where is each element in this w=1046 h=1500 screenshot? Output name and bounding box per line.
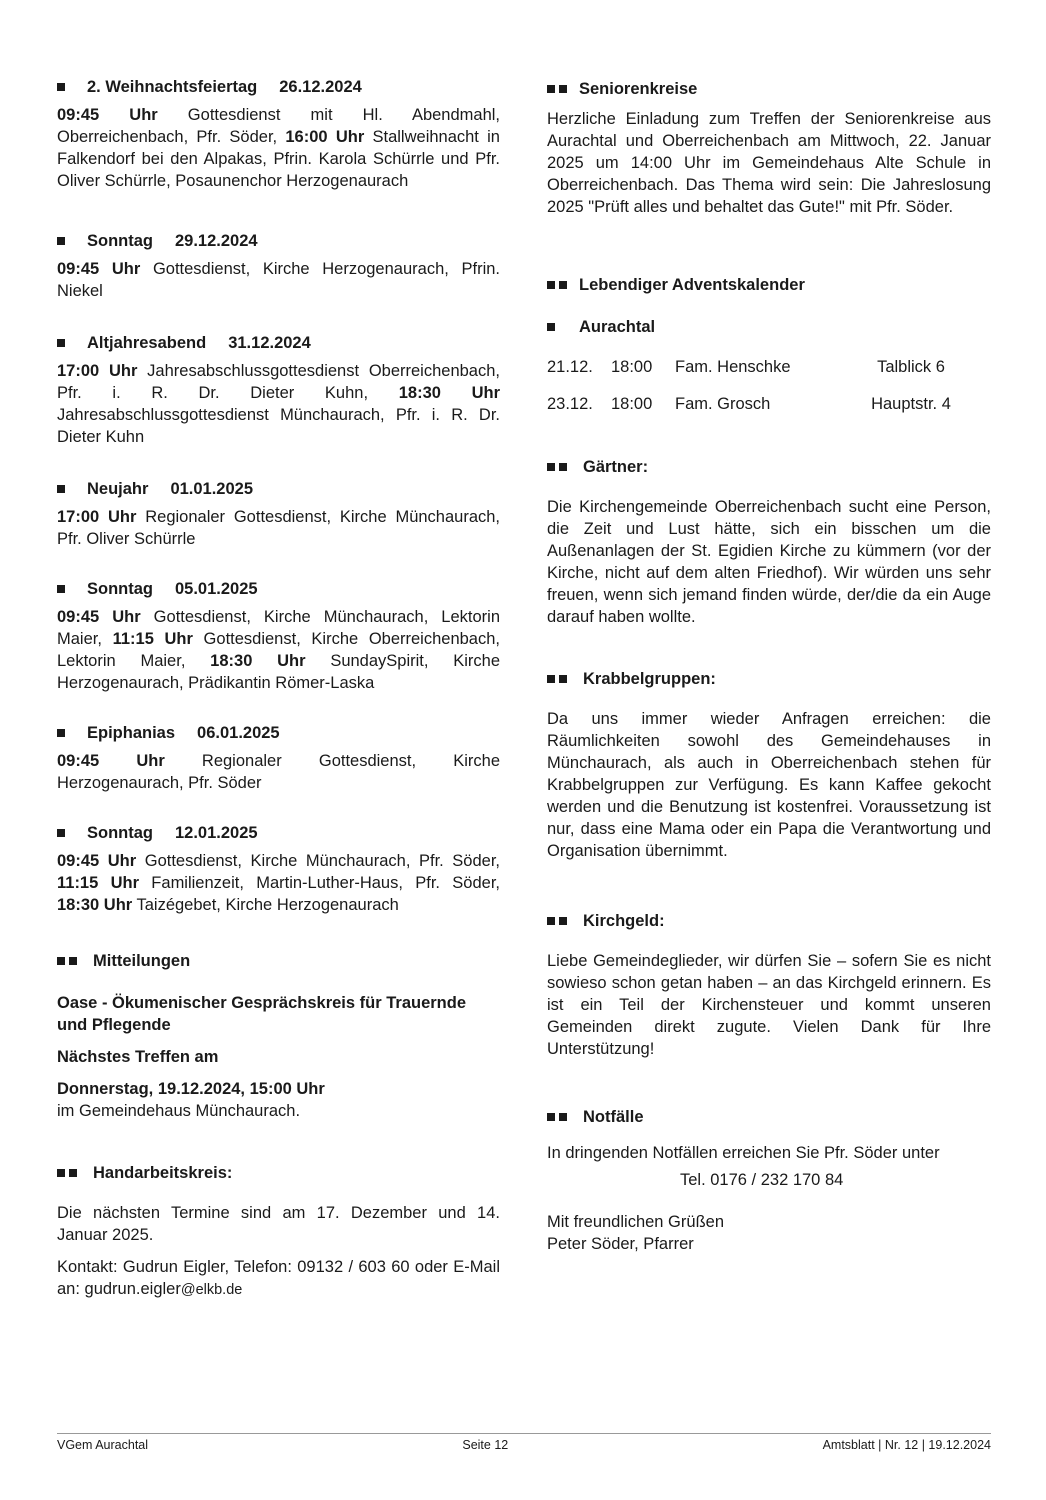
oase-title: Oase - Ökumenischer Gesprächskreis für Trauernde und Pflegende	[57, 994, 467, 1034]
service-date: 06.01.2025	[197, 724, 280, 742]
krabbel-section	[547, 668, 991, 862]
section-heading: Kirchgeld:	[547, 910, 991, 932]
service-date: 01.01.2025	[170, 480, 254, 498]
service-title: Sonntag	[87, 580, 153, 598]
service-date: 31.12.2024	[228, 334, 311, 352]
section-heading: Notfälle	[547, 1106, 991, 1128]
service-title: Neujahr	[87, 480, 149, 498]
kirchgeld-text: Liebe Gemeindeglieder, wir dürfen Sie – sofern Sie es nicht sowieso schon getan haben – an das Kirchgeld erinnern. Es ist ein Teil der Kirchensteuer und kommt unseren Gemeinden direkt zugute. Vielen Dank für Ihre Unterstützung!	[547, 952, 991, 1058]
service-entry	[57, 230, 500, 302]
kirchgeld-section	[547, 910, 991, 1060]
section-heading: Handarbeitskreis:	[57, 1162, 500, 1184]
service-title: 2. Weihnachtsfeiertag	[87, 78, 258, 96]
bullet-icon	[57, 722, 87, 744]
advent-table	[547, 348, 967, 422]
bullet-icon	[57, 478, 87, 500]
service-heading	[57, 722, 500, 744]
service-text: 09:45 Uhr Regionaler Gottesdienst, Kirche Herzogenaurach, Pfr. Söder	[57, 752, 500, 792]
next-meeting-date: Donnerstag, 19.12.2024, 15:00 Uhr	[57, 1080, 325, 1098]
service-date: 29.12.2024	[175, 232, 258, 250]
service-date: 05.01.2025	[175, 580, 258, 598]
advent-address: Talblick 6	[877, 357, 945, 376]
service-text: 09:45 Uhr Gottesdienst, Kirche Münchaurach, Pfr. Söder, 11:15 Uhr Familienzeit, Martin-Luther-Haus, Pfr. Söder, 18:30 Uhr Taizégebet, Kirche Herzogenaurach	[57, 852, 501, 914]
bullet-icon	[547, 316, 579, 338]
handarbeit-section	[57, 1162, 500, 1301]
service-title: Sonntag	[87, 232, 153, 250]
service-title: Altjahresabend	[87, 334, 207, 352]
bullet-icon	[57, 76, 87, 98]
bullet-icon	[57, 578, 87, 600]
service-entry	[57, 578, 500, 694]
next-meeting	[57, 1078, 500, 1122]
footer-left: VGem Aurachtal	[57, 1438, 149, 1452]
service-title: Sonntag	[87, 824, 153, 842]
service-list	[57, 76, 500, 916]
service-text: 17:00 Uhr Jahresabschlussgottesdienst Oberreichenbach, Pfr. i. R. Dr. Dieter Kuhn, 18:30 Uhr Jahresabschlussgottesdienst Münchaurach, Pfr. i. R. Dr. Dieter Kuhn	[57, 362, 500, 446]
mitteilungen-section	[57, 950, 500, 1122]
service-text: 09:45 Uhr Gottesdienst, Kirche Herzogenaurach, Pfrin. Niekel	[57, 260, 500, 300]
right-column	[547, 78, 991, 1277]
service-heading	[57, 822, 500, 844]
signature: Peter Söder, Pfarrer	[547, 1235, 694, 1253]
service-entry	[57, 822, 500, 916]
email-domain: @elkb.de	[180, 1282, 243, 1298]
double-bullet-icon	[547, 1106, 583, 1128]
page-footer	[57, 1433, 991, 1453]
service-date: 12.01.2025	[175, 824, 258, 842]
next-meeting-location: im Gemeindehaus Münchaurach.	[57, 1102, 301, 1120]
section-heading: Gärtner:	[547, 456, 991, 478]
senioren-text: Herzliche Einladung zum Treffen der Seniorenkreise aus Aurachtal und Oberreichenbach am Mittwoch, 22. Januar 2025 um 14:00 Uhr im Gemeindehaus Alte Schule in Oberreichenbach. Das Thema wird sein: Die Jahreslosung 2025 "Prüft alles und behaltet das Gute!" mit Pfr. Söder.	[547, 110, 991, 216]
advent-family: Fam. Grosch	[675, 394, 771, 413]
table-row	[547, 348, 967, 385]
advent-date: 21.12.	[547, 357, 593, 376]
service-entry	[57, 76, 500, 192]
bullet-icon	[57, 230, 87, 252]
double-bullet-icon	[547, 910, 583, 932]
service-text: 09:45 Uhr Gottesdienst mit Hl. Abendmahl, Oberreichenbach, Pfr. Söder, 16:00 Uhr Stallweihnacht in Falkendorf bei den Alpakas, Pfrin. Karola Schürrle und Pfr. Oliver Schürrle, Posaunenchor Herzogenaurach	[57, 106, 501, 190]
advent-time: 18:00	[611, 394, 653, 413]
senioren-section	[547, 78, 991, 218]
service-heading	[57, 478, 500, 500]
bullet-icon	[57, 822, 87, 844]
greeting: Mit freundlichen Grüßen	[547, 1213, 724, 1231]
handarbeit-contact: Kontakt: Gudrun Eigler, Telefon: 09132 / 603 60 oder E-Mail an: gudrun.eigler@elkb.de	[57, 1258, 500, 1298]
double-bullet-icon	[547, 668, 583, 690]
left-column	[57, 76, 500, 1323]
page-number: Seite 12	[462, 1438, 509, 1452]
section-heading: Mitteilungen	[57, 950, 500, 972]
service-text: 17:00 Uhr Regionaler Gottesdienst, Kirche Münchaurach, Pfr. Oliver Schürrle	[57, 508, 501, 548]
gaertner-section	[547, 456, 991, 628]
service-heading	[57, 76, 500, 98]
notfaelle-text: In dringenden Notfällen erreichen Sie Pfr. Söder unter	[547, 1144, 940, 1162]
next-meeting-label: Nächstes Treffen am	[57, 1048, 219, 1066]
bullet-icon	[57, 332, 87, 354]
krabbel-text: Da uns immer wieder Anfragen erreichen: die Räumlichkeiten sowohl des Gemeindehauses in Münchaurach, als auch in Oberreichenbach stehen für Krabbelgruppen zur Verfügung. Es kann Kaffee gekocht werden und die Benutzung ist kostenfrei. Voraussetzung ist nur, dass eine Mama oder ein Papa die Verantwortung und Organisation übernimmt.	[547, 710, 991, 860]
section-heading: Lebendiger Adventskalender	[547, 274, 991, 296]
double-bullet-icon	[547, 78, 579, 100]
gaertner-text: Die Kirchengemeinde Oberreichenbach sucht eine Person, die Zeit und Lust hätte, sich ein bisschen um die Außenanlagen der St. Egidien Kirche zu kümmern (vor der Kirche, nicht auf dem alten Friedhof). Wir würden uns sehr freuen, wenn sich jemand finden würde, der/die da ein Auge darauf haben wollte.	[547, 498, 991, 626]
double-bullet-icon	[547, 456, 583, 478]
notfaelle-phone: Tel. 0176 / 232 170 84	[680, 1171, 844, 1189]
table-row	[547, 385, 967, 422]
advent-date: 23.12.	[547, 394, 593, 413]
notfaelle-section	[547, 1106, 991, 1255]
handarbeit-text: Die nächsten Termine sind am 17. Dezember und 14. Januar 2025.	[57, 1204, 500, 1244]
advent-subheading: Aurachtal	[547, 316, 991, 338]
footer-right: Amtsblatt | Nr. 12 | 19.12.2024	[822, 1438, 991, 1452]
service-heading	[57, 578, 500, 600]
double-bullet-icon	[57, 1162, 93, 1184]
advent-family: Fam. Henschke	[675, 357, 791, 376]
double-bullet-icon	[57, 950, 93, 972]
advent-address: Hauptstr. 4	[871, 394, 951, 413]
service-entry	[57, 478, 500, 550]
advent-section	[547, 274, 991, 422]
section-heading: Krabbelgruppen:	[547, 668, 991, 690]
double-bullet-icon	[547, 274, 579, 296]
section-heading: Seniorenkreise	[547, 78, 991, 100]
service-heading	[57, 332, 500, 354]
service-date: 26.12.2024	[279, 78, 362, 96]
service-text: 09:45 Uhr Gottesdienst, Kirche Münchaurach, Lektorin Maier, 11:15 Uhr Gottesdienst, Kirche Oberreichenbach, Lektorin Maier, 18:30 Uhr SundaySpirit, Kirche Herzogenaurach, Prädikantin Römer-Laska	[57, 608, 501, 692]
service-title: Epiphanias	[87, 724, 176, 742]
service-entry	[57, 332, 500, 448]
service-heading	[57, 230, 500, 252]
service-entry	[57, 722, 500, 794]
advent-time: 18:00	[611, 357, 653, 376]
